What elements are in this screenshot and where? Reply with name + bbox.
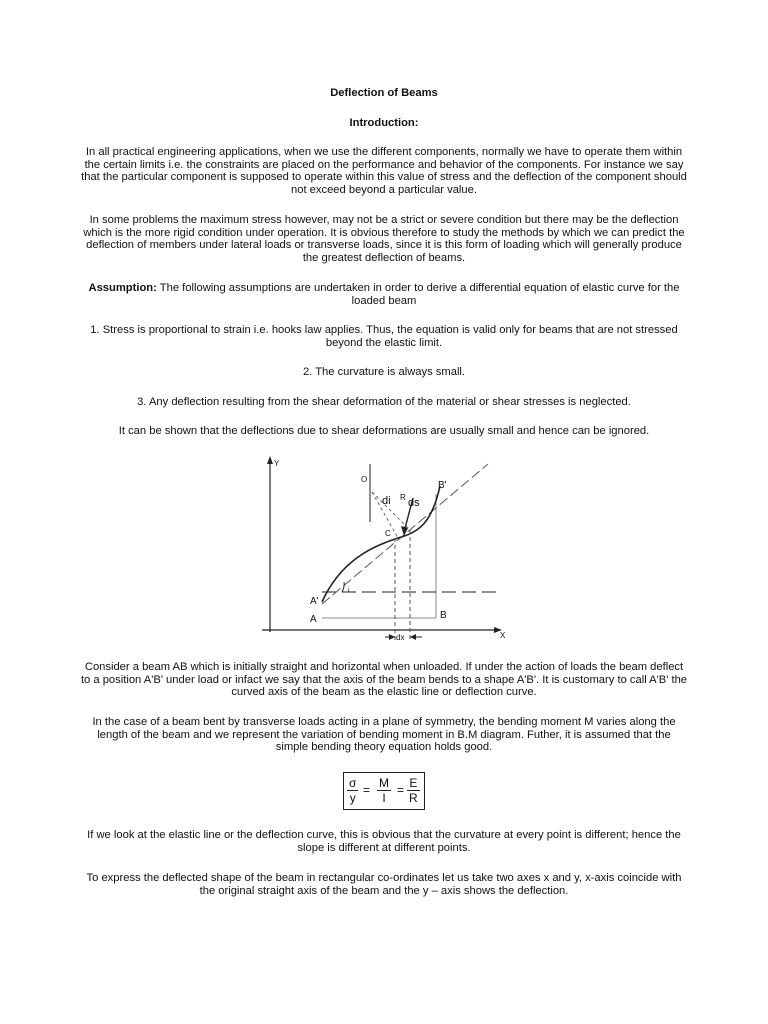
paragraph-curvature: If we look at the elastic line or the deflection curve, this is obvious that the curvature at every point is different; hence the slope is different at different points. [87, 829, 681, 854]
slope-angle-arc [342, 582, 344, 592]
x-axis-label: X [500, 631, 506, 640]
r-label: R [400, 493, 406, 502]
section-heading: Introduction: [349, 117, 419, 129]
sigma-symbol: σ [349, 776, 357, 790]
equals-sign-2: = [397, 783, 405, 797]
e-over-r [407, 776, 420, 805]
bending-equation-box [343, 772, 425, 810]
r-symbol: R [409, 791, 418, 805]
assumption-2: 2. The curvature is always small. [302, 366, 466, 378]
page-title: Deflection of Beams [330, 87, 438, 99]
paragraph-coordinates: To express the deflected shape of the beam in rectangular co-ordinates let us take two axes x and y, x-axis coincide with the original straight axis of the beam and the y – axis shows the deflection. [86, 872, 682, 897]
i-symbol: I [382, 791, 386, 805]
ds-label: ds [408, 497, 420, 509]
origin-o-label: O [361, 475, 368, 484]
dx-arrowhead-left-icon [389, 634, 395, 640]
dx-arrowhead-right-icon [410, 634, 416, 640]
a-label: A [310, 614, 317, 625]
slope-i-label: i [348, 587, 350, 594]
b-label: B [440, 610, 447, 621]
paragraph-assumption [80, 282, 688, 307]
assumption-label: Assumption: [88, 282, 157, 294]
y-axis-arrow-icon [267, 456, 273, 464]
assumption-3: 3. Any deflection resulting from the shear deformation of the material or shear stresses is neglected. [137, 396, 631, 408]
paragraph-max-stress: In some problems the maximum stress however, may not be a strict or severe condition but there may be the deflection which is the more rigid condition under operation. It is obvious therefore to study the methods by which we can predict the deflection of members under lateral loads or transverse loads, since it is this form of loading which will generally produce the greatest deflection of beams. [83, 214, 685, 264]
deflection-diagram [250, 452, 518, 648]
deflection-diagram-svg [250, 452, 518, 648]
b-prime-label: B' [438, 480, 447, 491]
di-label: di [382, 495, 391, 507]
paragraph-shear: It can be shown that the deflections due to shear deformations are usually small and hence can be ignored. [118, 425, 650, 437]
c-label: C [385, 529, 391, 538]
dx-label: dx [396, 633, 405, 642]
m-over-i [377, 776, 391, 805]
a-prime-label: A' [310, 596, 319, 607]
y-symbol: y [349, 791, 356, 805]
equals-sign-1: = [363, 783, 371, 797]
paragraph-bending-moment: In the case of a beam bent by transverse loads acting in a plane of symmetry, the bending moment M varies along the length of the beam and we represent the variation of bending moment in B.M diagram. Futher, it is assumed that the simple bending theory equation holds good. [92, 716, 676, 754]
assumption-1: 1. Stress is proportional to strain i.e. hooks law applies. Thus, the equation is valid only for beams that are not stressed beyond the elastic limit. [90, 324, 678, 349]
assumption-text: The following assumptions are undertaken in order to derive a differential equation of elastic curve for the loaded beam [156, 282, 680, 307]
m-symbol: M [379, 776, 389, 790]
y-axis-label: Y [274, 459, 280, 468]
paragraph-beam-ab: Consider a beam AB which is initially straight and horizontal when unloaded. If under the action of loads the beam deflect to a position A'B' under load or infact we say that the axis of the beam bends to a shape A'B'. It is customary to call A'B' the curved axis of the beam as the elastic line or deflection curve. [80, 661, 688, 699]
e-symbol: E [407, 776, 420, 791]
paragraph-intro: In all practical engineering applications, when we use the different components, normally we have to operate them within the certain limits i.e. the constraints are placed on the performance and behavior of the components. For instance we say that the particular component is supposed to operate within this value of stress and the deflection of the component should not exceed beyond a particular value. [81, 146, 687, 196]
sigma-over-y [347, 776, 358, 805]
deflection-curve [322, 486, 440, 602]
